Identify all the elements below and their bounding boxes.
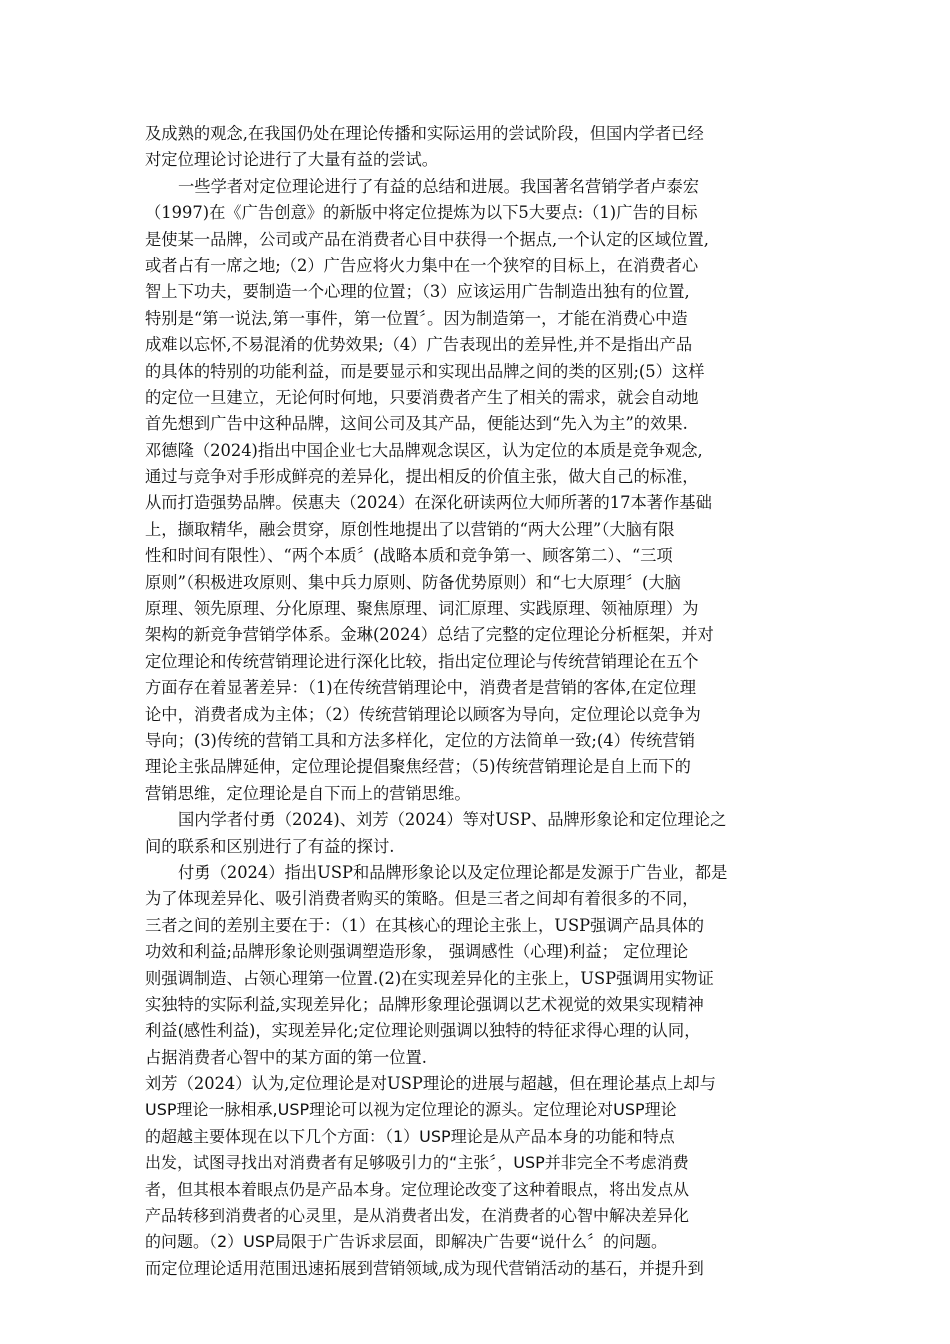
text-line: 智上下功夫，要制造一个心理的位置；（3）应该运用广告制造出独有的位置, — [145, 282, 690, 302]
text-line: 邓德隆（2024)指出中国企业七大品牌观念误区，认为定位的本质是竞争观念, — [145, 440, 703, 460]
text-line: 实独特的实际利益,实现差异化；品牌形象理论强调以艺术视觉的效果实现精神 — [145, 994, 704, 1014]
text-line: 理论主张品牌延伸，定位理论提倡聚焦经营；（5)传统营销理论是自上而下的 — [145, 757, 691, 777]
text-line: 导向；(3)传统的营销工具和方法多样化，定位的方法简单一致;(4）传统营销 — [145, 730, 695, 750]
text-line: 通过与竞争对手形成鲜亮的差异化，提出相反的价值主张，做大自己的标准， — [145, 467, 699, 487]
text-line: 的定位一旦建立，无论何时何地，只要消费者产生了相关的需求，就会自动地 — [145, 387, 699, 407]
text-line: 上，撷取精华，融会贯穿，原创性地提出了以营销的“两大公理”（大脑有限 — [145, 519, 675, 539]
text-line: 间的联系和区别进行了有益的探讨. — [145, 836, 395, 856]
text-line: 则强调制造、占领心理第一位置.(2)在实现差异化的主张上，USP强调用实物证 — [145, 968, 714, 988]
text-line: 对定位理论讨论进行了大量有益的尝试。 — [145, 150, 439, 170]
text-line: 原则”（积极进攻原则、集中兵力原则、防备优势原则）和“七大原理〞(大脑 — [145, 572, 681, 592]
text-line: 为了体现差异化、吸引消费者购买的策略。但是三者之间却有着很多的不同， — [145, 889, 699, 909]
text-line: 原理、领先原理、分化原理、聚焦原理、词汇原理、实践原理、领袖原理）为 — [145, 599, 699, 619]
text-line: 是使某一品牌，公司或产品在消费者心目中获得一个据点,一个认定的区域位置, — [145, 229, 709, 249]
text-line: 产品转移到消费者的心灵里，是从消费者出发，在消费者的心智中解决差异化 — [145, 1206, 690, 1226]
text-line: 的具体的特别的功能利益，而是要显示和实现出品牌之间的类的区别;(5）这样 — [145, 361, 705, 381]
text-line: 或者占有一席之地;（2）广告应将火力集中在一个狭窄的目标上，在消费者心 — [145, 255, 699, 275]
text-line: 方面存在着显著差异：（1)在传统营销理论中，消费者是营销的客体,在定位理 — [145, 678, 697, 698]
text-line: 定位理论和传统营销理论进行深化比较，指出定位理论与传统营销理论在五个 — [145, 651, 699, 671]
text-line: 的超越主要体现在以下几个方面：（1）USP理论是从产品本身的功能和特点 — [145, 1126, 675, 1146]
text-line: 功效和利益;品牌形象论则强调塑造形象， 强调感性（心理)利益； 定位理论 — [145, 942, 689, 962]
text-line: 出发，试图寻找出对消费者有足够吸引力的“主张〞，USP并非完全不考虑消费 — [145, 1153, 689, 1173]
text-line: 三者之间的差别主要在于：（1）在其核心的理论主张上，USP强调产品具体的 — [145, 915, 705, 935]
text-line: 首先想到广告中这种品牌，这间公司及其产品，便能达到“先入为主”的效果. — [145, 414, 688, 434]
text-line: 者，但其根本着眼点仍是产品本身。定位理论改变了这种着眼点，将出发点从 — [145, 1179, 690, 1199]
text-line: 架构的新竞争营销学体系。金琳(2024）总结了完整的定位理论分析框架，并对 — [145, 625, 714, 645]
text-line: USP理论一脉相承,USP理论可以视为定位理论的源头。定位理论对USP理论 — [145, 1100, 677, 1120]
text-line: 一些学者对定位理论进行了有益的总结和进展。我国著名营销学者卢泰宏 — [178, 176, 700, 196]
text-line: （1997)在《广告创意》的新版中将定位提炼为以下5大要点:（1)广告的目标 — [145, 203, 698, 223]
text-line: 占据消费者心智中的某方面的第一位置. — [145, 1047, 427, 1067]
text-line: 而定位理论适用范围迅速拓展到营销领域,成为现代营销活动的基石，并提升到 — [145, 1258, 704, 1278]
text-line: 及成熟的观念,在我国仍处在理论传播和实际运用的尝试阶段，但国内学者已经 — [145, 124, 704, 143]
text-line: 特别是“第一说法,第一事件，第一位置〞。因为制造第一，才能在消费心中造 — [145, 308, 688, 328]
text-line: 成难以忘怀,不易混淆的优势效果;（4）广告表现出的差异性,并不是指出产品 — [145, 335, 693, 355]
text-line: 刘芳（2024）认为,定位理论是对USP理论的进展与超越，但在理论基点上却与 — [145, 1074, 716, 1094]
text-line: 性和时间有限性）、“两个本质〞(战略本质和竞争第一、顾客第二）、“三项 — [145, 546, 673, 566]
text-line: 论中，消费者成为主体；（2）传统营销理论以顾客为导向，定位理论以竞争为 — [145, 704, 701, 724]
text-line: 国内学者付勇（2024)、刘芳（2024）等对USP、品牌形象论和定位理论之 — [178, 810, 727, 830]
text-line: 付勇（2024）指出USP和品牌形象论以及定位理论都是发源于广告业，都是 — [178, 862, 728, 882]
text-line: 从而打造强势品牌。侯惠夫（2024）在深化研读两位大师所著的17本著作基础 — [145, 493, 712, 513]
text-line: 利益(感性利益)，实现差异化;定位理论则强调以独特的特征求得心理的认同， — [145, 1021, 701, 1041]
body-text — [145, 121, 807, 1282]
text-line: 营销思维，定位理论是自下而上的营销思维。 — [145, 783, 471, 803]
text-line: 的问题。（2）USP局限于广告诉求层面，即解决广告要“说什么〞的问题。 — [145, 1232, 667, 1252]
